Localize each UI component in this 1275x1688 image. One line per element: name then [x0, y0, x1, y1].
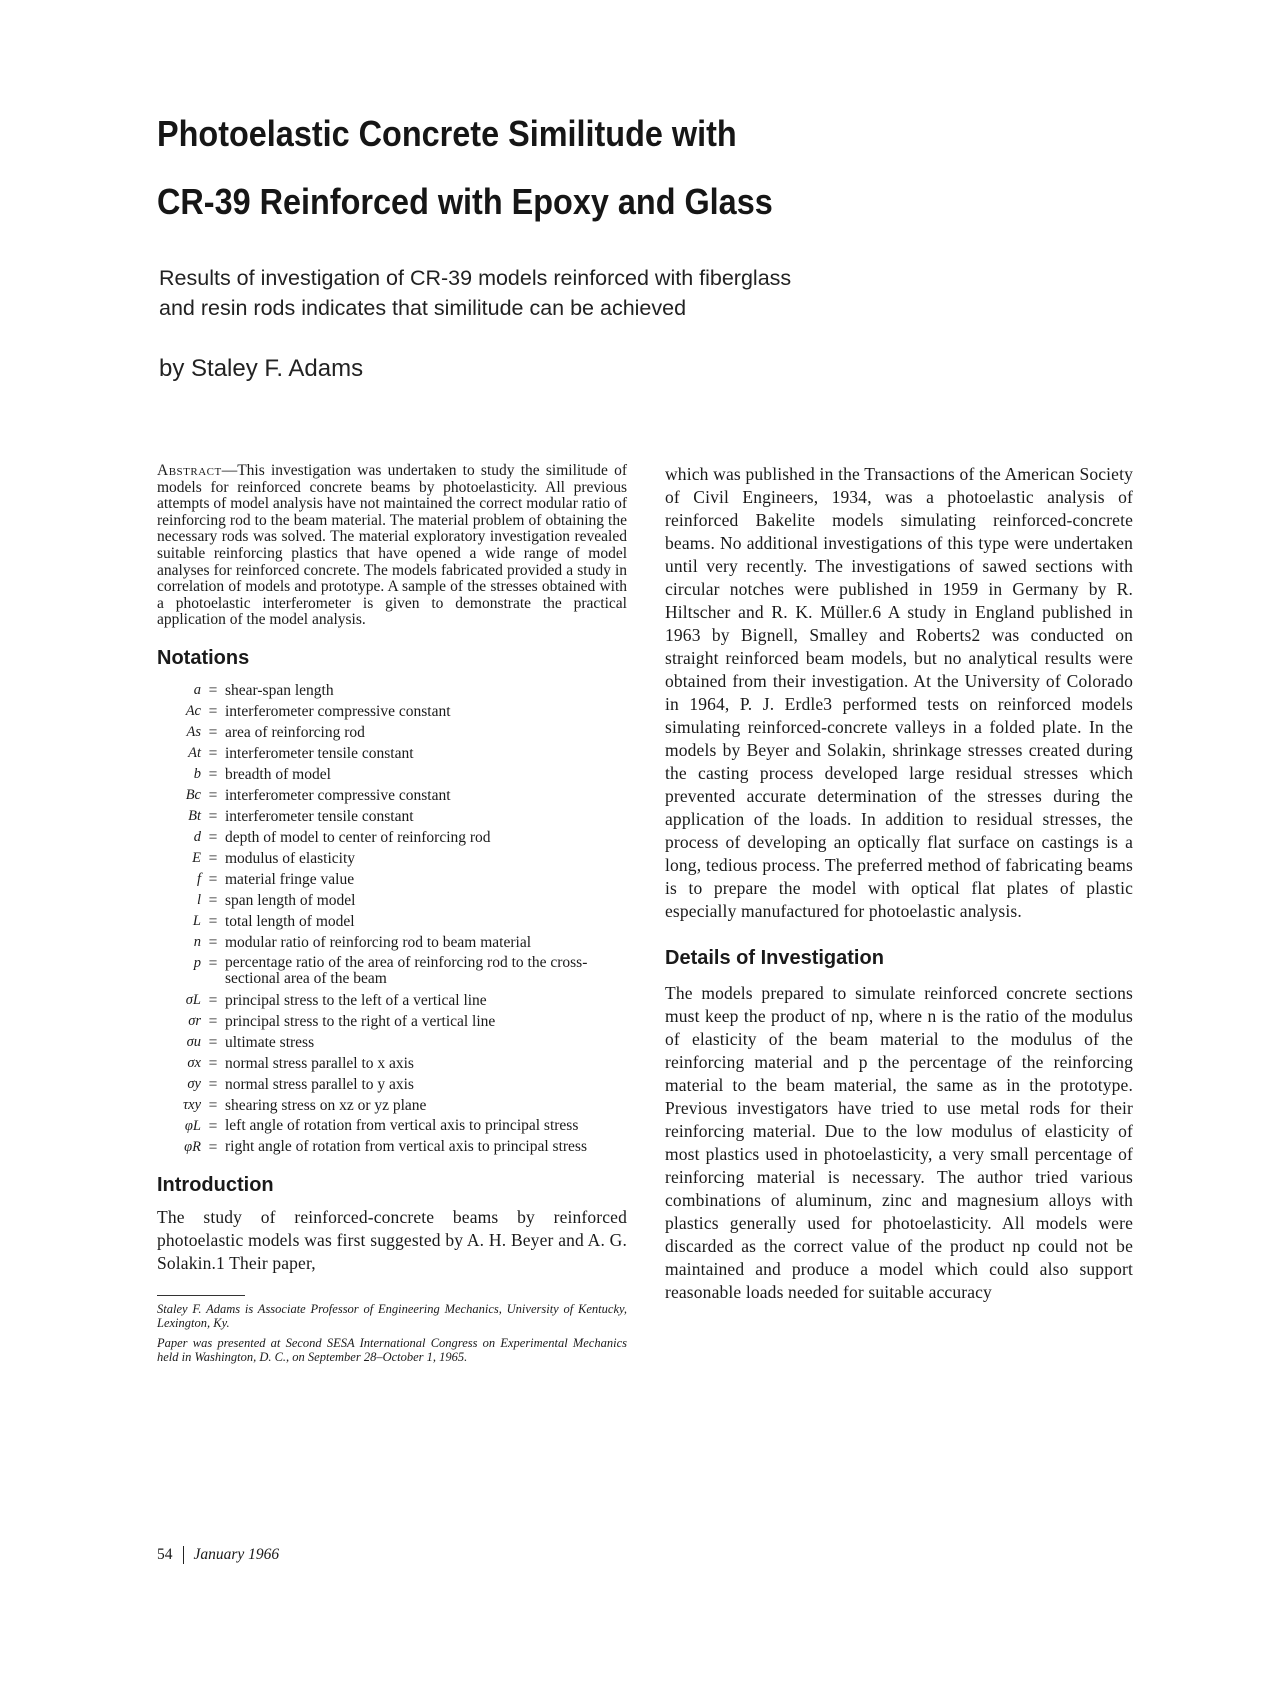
notation-symbol: L: [192, 912, 201, 929]
abstract-lead: Abstract: [157, 462, 222, 479]
notation-definition: principal stress to the left of a vertical line: [225, 991, 487, 1009]
notation-equals: =: [208, 1012, 218, 1030]
notation-symbol: Bt: [188, 807, 201, 824]
notation-definition: breadth of model: [225, 765, 331, 783]
notation-row: [157, 785, 627, 806]
title-line-1: Photoelastic Concrete Similitude with: [157, 113, 737, 154]
notation-symbol: b: [193, 765, 201, 782]
notation-equals: =: [208, 723, 218, 741]
notation-equals: =: [208, 1138, 218, 1156]
abstract-text: —This investigation was undertaken to study the similitude of models for reinforced concrete beams by photoelasticity. All previous attempts of model analysis have not maintained the correct modular ratio of reinforcing rod to the beam material. The material problem of obtaining the necessary rods was solved. The material exploratory investigation revealed suitable reinforcing plastics that have opened a wide range of model analyses for reinforced concrete. The models fabricated provided a study in correlation of models and prototype. A sample of the stresses obtained with a photoelastic interferometer is given to demonstrate the practical application of the model analysis.: [157, 462, 627, 629]
notation-equals: =: [208, 912, 218, 930]
notation-row: [157, 911, 627, 932]
notation-symbol: φR: [184, 1138, 201, 1155]
notation-symbol: σy: [187, 1075, 201, 1092]
notation-row: [157, 890, 627, 911]
notation-equals: =: [208, 1033, 218, 1051]
notation-definition: depth of model to center of reinforcing rod: [225, 828, 491, 846]
notation-row: [157, 1095, 627, 1116]
details-text: The models prepared to simulate reinforced concrete sections must keep the product of np, where n is the ratio of the modulus of elasticity of the beam material to the modulus of the reinforcing material and p the percentage of the reinforcing material to the beam material, the same as in the prototype. Previous investigators have tried to use metal rods for their reinforcing material. Due to the low modulus of elasticity of most plastics used in photoelasticity, a very small percentage of reinforcing material is necessary. The author tried various combinations of aluminum, zinc and magnesium alloys with plastics generally used for photoelasticity. All models were discarded as the correct value of the product np could not be maintained and produce a model which could also support reasonable loads needed for suitable accuracy: [665, 983, 1133, 1302]
notation-equals: =: [208, 702, 218, 720]
notation-symbol: σL: [185, 991, 201, 1008]
introduction-continued-text: which was published in the Transactions of the American Society of Civil Engineers, 1934, was a photoelastic analysis of reinforced Bakelite models simulating reinforced-concrete beams. No additional investigations of this type were undertaken until very recently. The investigations of sawed sections with circular notches were published in 1959 in Germany by R. Hiltscher and R. K. Müller.6 A study in England published in 1963 by Bignell, Smalley and Roberts2 was conducted on straight reinforced beam models, but no analytical results were obtained from their investigation. At the University of Colorado in 1964, P. J. Erdle3 performed tests on reinforced models simulating reinforced-concrete valleys in a folded plate. In the models by Beyer and Solakin, shrinkage stresses created during the casting process developed large residual stresses which prevented accurate determination of the stresses during the application of the loads. In addition to residual stresses, the process of developing an optically flat surface on castings is a long, tedious process. The preferred method of fabricating beams is to prepare the model with optical flat plates of plastic especially manufactured for photoelastic analysis.: [665, 464, 1133, 921]
notation-equals: =: [208, 1096, 218, 1114]
notation-definition: shearing stress on xz or yz plane: [225, 1096, 427, 1114]
notation-definition: span length of model: [225, 891, 356, 909]
notation-equals: =: [208, 1054, 218, 1072]
notation-definition: interferometer compressive constant: [225, 786, 451, 804]
author-footnote: Staley F. Adams is Associate Professor of Engineering Mechanics, University of Kentucky, Lexington, Ky.: [157, 1301, 627, 1330]
notation-symbol: At: [188, 744, 201, 761]
notation-equals: =: [208, 891, 218, 909]
notation-symbol: E: [192, 849, 201, 866]
notation-definition: total length of model: [225, 912, 355, 930]
notation-list: [157, 680, 627, 1158]
notation-equals: =: [208, 870, 218, 888]
notation-row: [157, 827, 627, 848]
notation-definition: ultimate stress: [225, 1033, 315, 1051]
notation-row: [157, 932, 627, 953]
notation-definition: normal stress parallel to y axis: [225, 1075, 414, 1093]
notation-definition: principal stress to the right of a vertical line: [225, 1012, 496, 1030]
subtitle-line-2: and resin rods indicates that similitude can be achieved: [159, 296, 687, 320]
notation-definition: area of reinforcing rod: [225, 723, 365, 741]
notation-row: [157, 722, 627, 743]
notation-definition: interferometer tensile constant: [225, 807, 414, 825]
notation-symbol: a: [193, 681, 201, 698]
notation-definition: percentage ratio of the area of reinforcing rod to the cross-sectional area of the beam: [225, 953, 588, 987]
notation-symbol: Bc: [185, 786, 201, 803]
notation-row: [157, 1032, 627, 1053]
notation-definition: normal stress parallel to x axis: [225, 1054, 414, 1072]
notation-row: [157, 848, 627, 869]
introduction-heading: Introduction: [157, 1173, 274, 1196]
notation-row: [157, 990, 627, 1011]
notation-symbol: σu: [186, 1033, 201, 1050]
notation-row: [157, 764, 627, 785]
notation-definition: interferometer compressive constant: [225, 702, 451, 720]
notation-symbol: d: [193, 828, 201, 845]
presentation-footnote: Paper was presented at Second SESA International Congress on Experimental Mechanics held in Washington, D. C., on September 28–October 1, 1965.: [157, 1335, 627, 1364]
notation-row: [157, 1011, 627, 1032]
notation-definition: material fringe value: [225, 870, 355, 888]
notation-equals: =: [208, 807, 218, 825]
notation-symbol: φL: [184, 1117, 201, 1134]
notation-symbol: f: [196, 870, 201, 887]
notations-heading: Notations: [157, 646, 250, 669]
details-heading: Details of Investigation: [665, 947, 884, 969]
notation-equals: =: [208, 1075, 218, 1093]
left-column: [157, 463, 627, 1364]
notation-definition: interferometer tensile constant: [225, 744, 414, 762]
notation-definition: left angle of rotation from vertical axis to principal stress: [225, 1116, 579, 1134]
page-footer: [157, 1546, 279, 1564]
notation-row: [157, 1053, 627, 1074]
notation-row: [157, 1074, 627, 1095]
notation-row: [157, 806, 627, 827]
footnote-divider: [157, 1295, 245, 1296]
notation-definition: modular ratio of reinforcing rod to beam material: [225, 933, 532, 951]
notation-symbol: σr: [188, 1012, 201, 1029]
notation-equals: =: [208, 765, 218, 783]
subtitle-line-1: Results of investigation of CR-39 models reinforced with fiberglass: [159, 266, 792, 290]
notation-symbol: As: [186, 723, 201, 740]
notation-equals: =: [208, 1117, 218, 1135]
notation-row: [157, 680, 627, 701]
notation-definition: right angle of rotation from vertical axis to principal stress: [225, 1137, 587, 1155]
notation-equals: =: [208, 681, 218, 699]
notation-symbol: p: [193, 954, 201, 971]
notation-equals: =: [208, 786, 218, 804]
notation-equals: =: [208, 954, 218, 972]
notation-symbol: τxy: [182, 1096, 201, 1113]
notation-row: [157, 743, 627, 764]
notation-row: [157, 1116, 627, 1137]
page-number: 54: [157, 1546, 173, 1563]
notation-equals: =: [208, 744, 218, 762]
introduction-text: The study of reinforced-concrete beams by reinforced photoelastic models was first suggested by A. H. Beyer and A. G. Solakin.1 Their paper,: [157, 1206, 627, 1273]
right-column: [665, 463, 1133, 1304]
byline: by Staley F. Adams: [159, 355, 364, 382]
notation-row: [157, 701, 627, 722]
issue-date: January 1966: [193, 1546, 280, 1563]
article-subtitle: [159, 263, 919, 323]
footer-separator: [183, 1546, 184, 1564]
notation-definition: modulus of elasticity: [225, 849, 356, 867]
notation-equals: =: [208, 933, 218, 951]
title-line-2: CR-39 Reinforced with Epoxy and Glass: [157, 181, 773, 222]
notation-row: [157, 953, 627, 990]
notation-row: [157, 1137, 627, 1158]
notation-row: [157, 869, 627, 890]
notation-symbol: l: [196, 891, 201, 908]
notation-definition: shear-span length: [225, 681, 334, 699]
abstract: [157, 463, 627, 629]
article-title: [157, 100, 895, 236]
notation-equals: =: [208, 828, 218, 846]
notation-symbol: σx: [187, 1054, 201, 1071]
notation-equals: =: [208, 991, 218, 1009]
notation-equals: =: [208, 849, 218, 867]
notation-symbol: Ac: [185, 702, 201, 719]
notation-symbol: n: [193, 933, 201, 950]
